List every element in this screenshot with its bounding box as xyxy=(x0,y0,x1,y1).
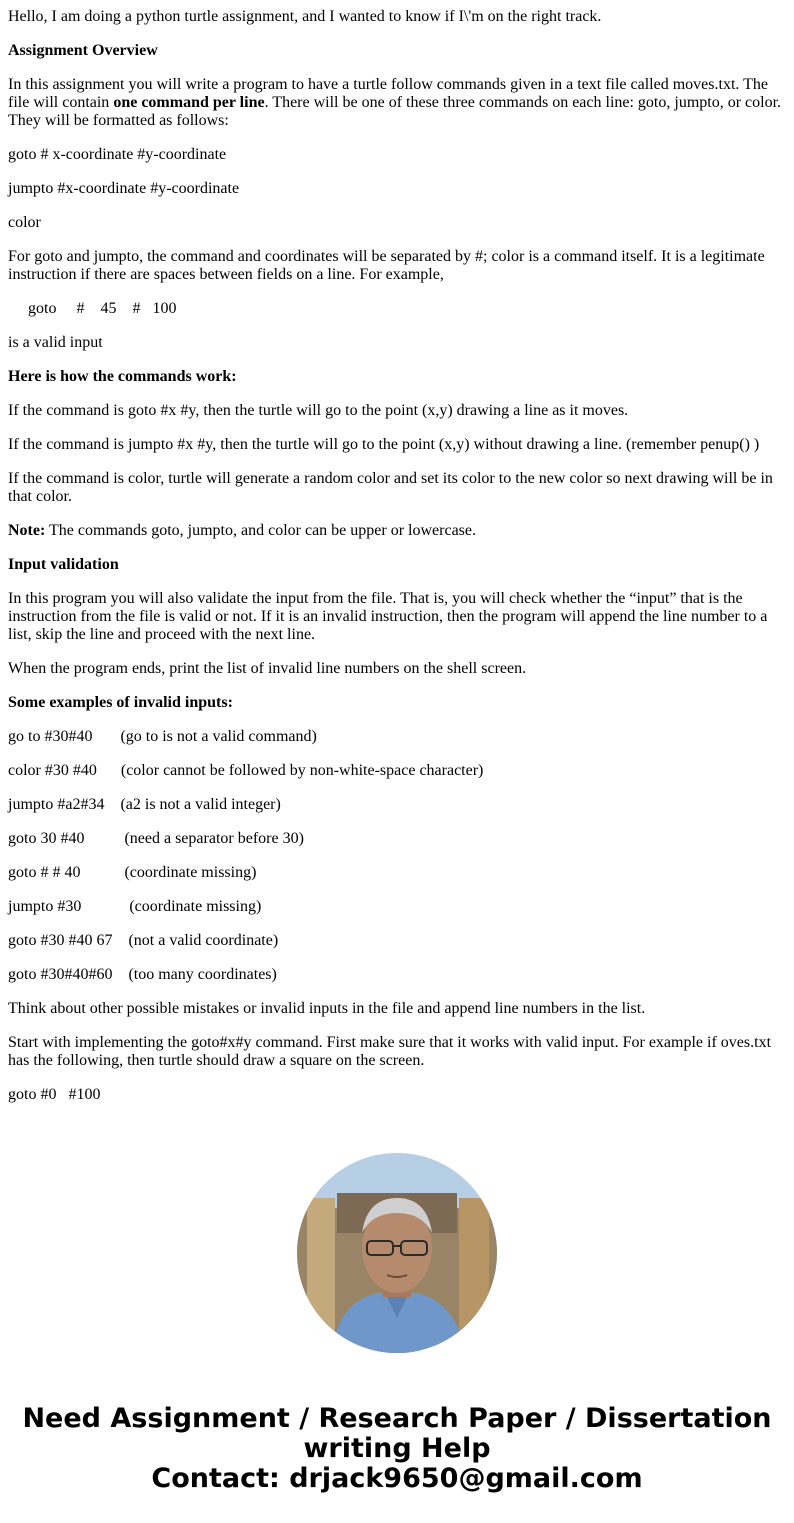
format-jumpto: jumpto #x-coordinate #y-coordinate xyxy=(8,180,240,197)
example-line: goto # 45 # 100 xyxy=(8,300,177,317)
invalid-example: goto #30 #40 67 (not a valid coordinate) xyxy=(8,932,279,949)
banner-contact: Contact: drjack9650@gmail.com xyxy=(151,1463,643,1494)
note-paragraph: Note: The commands goto, jumpto, and color can be upper or lowercase. xyxy=(8,522,476,539)
invalid-example: jumpto #30 (coordinate missing) xyxy=(8,898,262,915)
invalid-example: goto 30 #40 (need a separator before 30) xyxy=(8,830,304,847)
invalid-example: goto #30#40#60 (too many coordinates) xyxy=(8,966,277,983)
validation-paragraph-1: In this program you will also validate the input from the file. That is, you will check whether the “input” that is the instruction from the file is valid or not. If it is an invalid instruction, then the program will append the line number to a list, skip the line and proceed with the next line. xyxy=(8,590,768,643)
avatar xyxy=(297,1153,497,1353)
banner-line-2: writing Help xyxy=(303,1433,491,1464)
separator-paragraph: For goto and jumpto, the command and coordinates will be separated by #; color is a command itself. It is a legitimate instruction if there are spaces between fields on a line. For example, xyxy=(8,248,765,283)
commands-heading: Here is how the commands work: xyxy=(8,368,237,385)
command-color: If the command is color, turtle will generate a random color and set its color to the new color so next drawing will be in that color. xyxy=(8,470,773,505)
last-line: goto #0 #100 xyxy=(8,1086,101,1103)
banner-line-1: Need Assignment / Research Paper / Dissertation xyxy=(22,1403,772,1434)
think-paragraph: Think about other possible mistakes or invalid inputs in the file and append line numbers in the list. xyxy=(8,1000,646,1017)
format-color: color xyxy=(8,214,41,231)
avatar-portrait xyxy=(297,1153,497,1353)
overview-paragraph: In this assignment you will write a program to have a turtle follow commands given in a text file called moves.txt. The file will contain one command per line. There will be one of these three commands on each line: goto, jumpto, or color. They will be formatted as follows: xyxy=(8,76,782,129)
command-jumpto: If the command is jumpto #x #y, then the turtle will go to the point (x,y) without drawing a line. (remember penup() ) xyxy=(8,436,760,453)
invalid-example: go to #30#40 (go to is not a valid command) xyxy=(8,728,317,745)
contact-banner xyxy=(0,1404,794,1494)
validation-heading: Input validation xyxy=(8,556,119,573)
invalid-example: goto # # 40 (coordinate missing) xyxy=(8,864,257,881)
overview-heading: Assignment Overview xyxy=(8,42,158,59)
intro-text: Hello, I am doing a python turtle assignment, and I wanted to know if I\'m on the right track. xyxy=(8,8,602,25)
start-paragraph: Start with implementing the goto#x#y command. First make sure that it works with valid input. For example if oves.txt has the following, then turtle should draw a square on the screen. xyxy=(8,1034,772,1069)
invalid-example: jumpto #a2#34 (a2 is not a valid integer) xyxy=(8,796,281,813)
invalid-heading: Some examples of invalid inputs: xyxy=(8,694,233,711)
command-goto: If the command is goto #x #y, then the turtle will go to the point (x,y) drawing a line as it moves. xyxy=(8,402,629,419)
example-valid: is a valid input xyxy=(8,334,103,351)
validation-paragraph-2: When the program ends, print the list of invalid line numbers on the shell screen. xyxy=(8,660,527,677)
format-goto: goto # x-coordinate #y-coordinate xyxy=(8,146,227,163)
question-body xyxy=(8,8,786,1120)
invalid-example: color #30 #40 (color cannot be followed by non-white-space character) xyxy=(8,762,484,779)
